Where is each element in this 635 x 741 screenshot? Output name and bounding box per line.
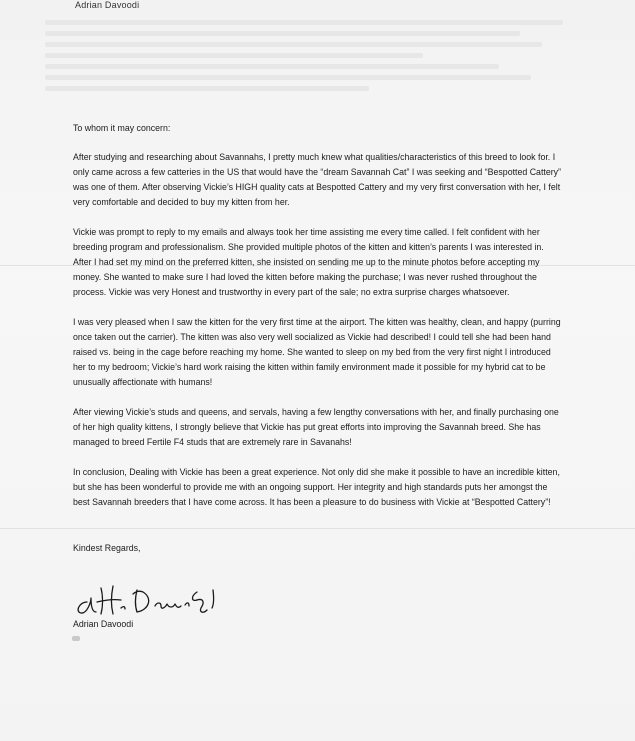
letterhead-name: Adrian Davoodi xyxy=(75,0,140,10)
scan-smudge xyxy=(72,636,80,641)
handwritten-signature xyxy=(73,572,233,620)
paper-fold-line xyxy=(0,528,635,529)
body-paragraph: In conclusion, Dealing with Vickie has been a great experience. Not only did she make it possible to have an incredible kitten, but she has been wonderful to provide me with an ongoing support. Her integrity and high standards puts her amongst the best Savannah breeders that I have come across. It has been a pleasure to do business with Vickie at “Bespotted Cattery”! xyxy=(73,467,560,507)
body-paragraph: After viewing Vickie’s studs and queens, and servals, having a few lengthy conversations with her, and finally purchasing one of her high quality kittens, I strongly believe that Vickie has put great efforts into improving the Savannah breed. She has managed to breed Fertile F4 studs that are extremely rare in Savanahs! xyxy=(73,407,559,447)
signer-name: Adrian Davoodi xyxy=(73,619,134,629)
body-paragraph: I was very pleased when I saw the kitten for the very first time at the airport. The kitten was healthy, clean, and happy (purring once taken out the carrier). The kitten was also very well socialized as Vickie had described! I could tell she had been hand raised vs. being in the cage before reaching my home. She wanted to sleep on my bed from the very first night I introduced her to my bedroom; Vickie’s hard work raising the kitten within family environment made it possible for my hybrid cat to be unusually affectionate with humans! xyxy=(73,317,561,387)
salutation: To whom it may concern: xyxy=(73,123,171,133)
body-paragraph: Vickie was prompt to reply to my emails and always took her time assisting me every time called. I felt confident with her breeding program and professionalism. She provided multiple photos of the kitten and kitten’s parents I was interested in. After I had set my mind on the preferred kitten, she insisted on sending me up to the minute photos before accepting my money. She wanted to make sure I had loved the kitten before making the purchase; I was never rushed throughout the process. Vickie was very Honest and trustworthy in every part of the sale; no extra surprise charges whatsoever. xyxy=(73,227,544,297)
body-paragraph: After studying and researching about Savannahs, I pretty much knew what qualities/characteristics of this breed to look for. I only came across a few catteries in the US that would have the “dream Savannah Cat” I was seeking and “Bespotted Cattery” was one of them. After observing Vickie’s HIGH quality cats at Bespotted Cattery and my very first conversation with her, I felt very comfortable and decided to buy my kitten from her. xyxy=(73,152,561,207)
letter-body xyxy=(73,121,563,525)
faded-show-through-text xyxy=(45,20,585,97)
closing-line: Kindest Regards, xyxy=(73,543,141,553)
